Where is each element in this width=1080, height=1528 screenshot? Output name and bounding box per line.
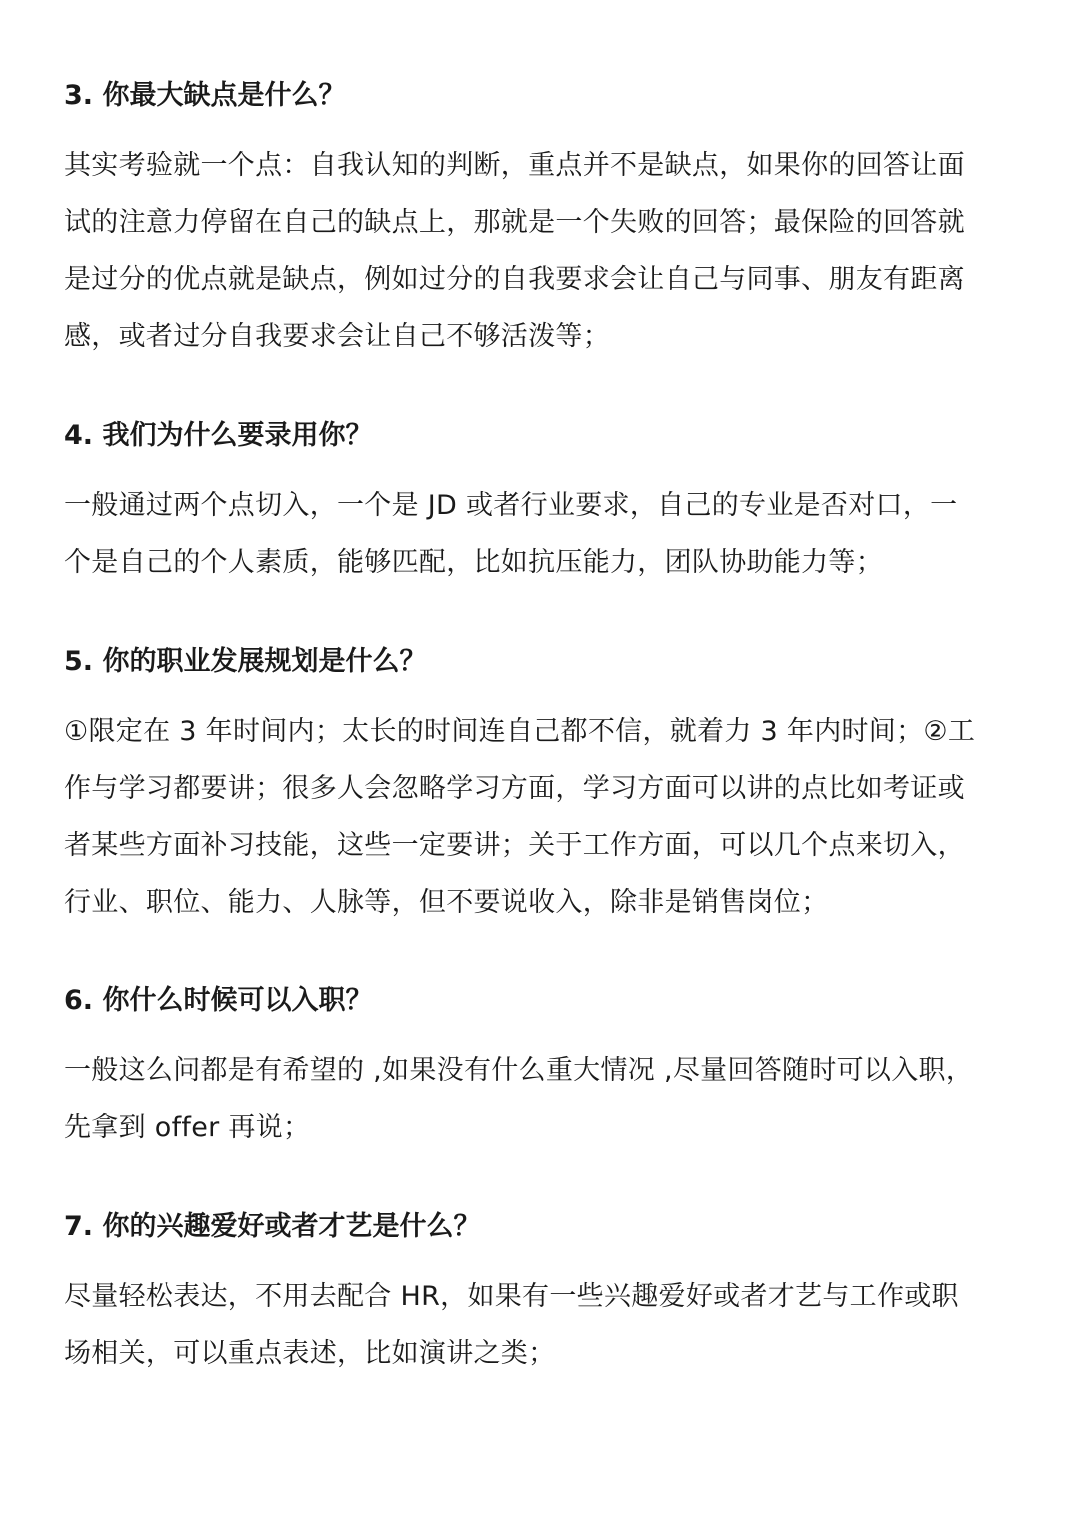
section-q3 — [64, 80, 1024, 365]
answer-line: 试的注意力停留在自己的缺点上，那就是一个失败的回答；最保险的回答就 — [64, 207, 965, 238]
answer-text — [64, 1042, 1024, 1156]
answer-line: 一般这么问都是有希望的 ,如果没有什么重大情况 ,尽量回答随时可以入职， — [64, 1055, 974, 1086]
answer-line: 感，或者过分自我要求会让自己不够活泼等； — [64, 321, 610, 352]
section-q7 — [64, 1211, 1024, 1382]
question-title: 4. 我们为什么要录用你？ — [64, 420, 373, 451]
answer-text — [64, 137, 1024, 365]
answer-line: 一般通过两个点切入，一个是 JD 或者行业要求，自己的专业是否对口，一 — [64, 490, 958, 521]
answer-text — [64, 477, 1024, 591]
answer-line: 场相关，可以重点表述，比如演讲之类； — [64, 1338, 556, 1369]
answer-line: 尽量轻松表达，不用去配合 HR，如果有一些兴趣爱好或者才艺与工作或职 — [64, 1281, 959, 1312]
section-q6 — [64, 985, 1024, 1156]
answer-line: 行业、职位、能力、人脉等，但不要说收入，除非是销售岗位； — [64, 887, 829, 918]
question-title: 3. 你最大缺点是什么？ — [64, 80, 346, 111]
section-q4 — [64, 420, 1024, 591]
question-title: 7. 你的兴趣爱好或者才艺是什么？ — [64, 1211, 481, 1242]
answer-text — [64, 1268, 1024, 1382]
answer-line: 个是自己的个人素质，能够匹配，比如抗压能力，团队协助能力等； — [64, 547, 883, 578]
answer-line: ①限定在 3 年时间内；太长的时间连自己都不信，就着力 3 年内时间；②工 — [64, 716, 976, 747]
question-title: 5. 你的职业发展规划是什么？ — [64, 646, 427, 677]
answer-line: 作与学习都要讲；很多人会忽略学习方面，学习方面可以讲的点比如考证或 — [64, 773, 965, 804]
answer-line: 是过分的优点就是缺点，例如过分的自我要求会让自己与同事、朋友有距离 — [64, 264, 965, 295]
section-q5 — [64, 646, 1024, 931]
answer-line: 其实考验就一个点：自我认知的判断，重点并不是缺点，如果你的回答让面 — [64, 150, 965, 181]
question-title: 6. 你什么时候可以入职？ — [64, 985, 373, 1016]
answer-line: 先拿到 offer 再说； — [64, 1112, 311, 1143]
answer-line: 者某些方面补习技能，这些一定要讲；关于工作方面，可以几个点来切入， — [64, 830, 965, 861]
answer-text — [64, 703, 1024, 931]
